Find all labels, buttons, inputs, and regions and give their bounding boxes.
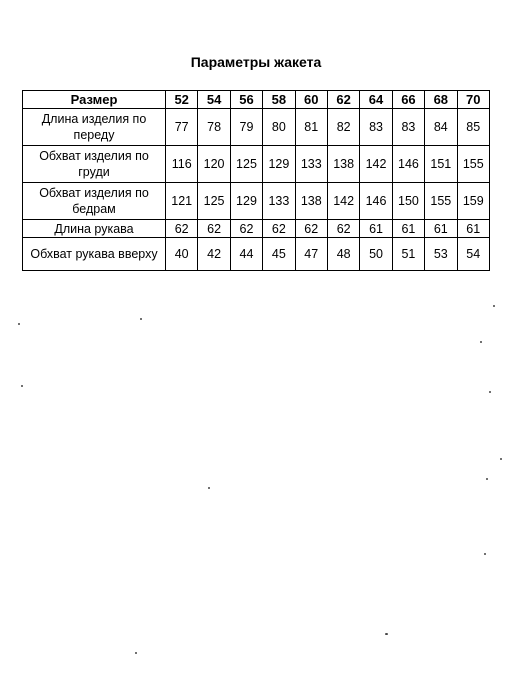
table-cell: 62 [230, 220, 262, 238]
table-cell: 62 [327, 220, 359, 238]
table-cell: 61 [392, 220, 424, 238]
table-cell: 62 [263, 220, 295, 238]
size-56: 56 [230, 91, 262, 109]
table-cell: 62 [166, 220, 198, 238]
table-cell: 83 [360, 109, 392, 146]
table-cell: 129 [230, 183, 262, 220]
table-cell: 50 [360, 238, 392, 271]
row-label: Обхват изделия по груди [23, 146, 166, 183]
table-cell: 47 [295, 238, 327, 271]
table-cell: 82 [327, 109, 359, 146]
table-cell: 54 [457, 238, 489, 271]
table-cell: 125 [230, 146, 262, 183]
table-cell: 85 [457, 109, 489, 146]
table-cell: 62 [198, 220, 230, 238]
scan-speck [385, 633, 388, 635]
table-cell: 45 [263, 238, 295, 271]
scan-speck [21, 385, 23, 387]
table-cell: 155 [457, 146, 489, 183]
table-cell: 42 [198, 238, 230, 271]
size-52: 52 [166, 91, 198, 109]
table-cell: 81 [295, 109, 327, 146]
size-54: 54 [198, 91, 230, 109]
row-label: Длина изделия по переду [23, 109, 166, 146]
table-cell: 48 [327, 238, 359, 271]
table-cell: 61 [457, 220, 489, 238]
table-cell: 80 [263, 109, 295, 146]
table-cell: 159 [457, 183, 489, 220]
size-table [22, 90, 490, 271]
table-cell: 133 [295, 146, 327, 183]
table-cell: 116 [166, 146, 198, 183]
row-label: Обхват изделия по бедрам [23, 183, 166, 220]
row-label: Длина рукава [23, 220, 166, 238]
table-cell: 146 [360, 183, 392, 220]
table-cell: 146 [392, 146, 424, 183]
scan-speck [489, 391, 491, 393]
table-cell: 151 [425, 146, 457, 183]
table-cell: 142 [360, 146, 392, 183]
scan-speck [140, 318, 142, 320]
table-cell: 138 [327, 146, 359, 183]
table-row [23, 146, 490, 183]
table-cell: 84 [425, 109, 457, 146]
row-label: Обхват рукава вверху [23, 238, 166, 271]
table-row [23, 183, 490, 220]
table-cell: 142 [327, 183, 359, 220]
table-cell: 150 [392, 183, 424, 220]
scan-speck [135, 652, 137, 654]
header-label: Размер [23, 91, 166, 109]
table-row [23, 220, 490, 238]
scan-speck [480, 341, 482, 343]
size-66: 66 [392, 91, 424, 109]
table-row [23, 238, 490, 271]
table-cell: 79 [230, 109, 262, 146]
table-row [23, 109, 490, 146]
size-62: 62 [327, 91, 359, 109]
scan-speck [18, 323, 20, 325]
table-cell: 61 [360, 220, 392, 238]
size-68: 68 [425, 91, 457, 109]
table-cell: 61 [425, 220, 457, 238]
table-cell: 40 [166, 238, 198, 271]
table-cell: 51 [392, 238, 424, 271]
size-60: 60 [295, 91, 327, 109]
scan-speck [208, 487, 210, 489]
table-cell: 120 [198, 146, 230, 183]
scan-speck [493, 305, 495, 307]
header-row [23, 91, 490, 109]
table-cell: 125 [198, 183, 230, 220]
table-cell: 83 [392, 109, 424, 146]
table-cell: 121 [166, 183, 198, 220]
table-cell: 155 [425, 183, 457, 220]
scan-speck [500, 458, 502, 460]
table-cell: 53 [425, 238, 457, 271]
table-cell: 62 [295, 220, 327, 238]
page-title: Параметры жакета [190, 54, 322, 70]
size-58: 58 [263, 91, 295, 109]
table-cell: 129 [263, 146, 295, 183]
size-64: 64 [360, 91, 392, 109]
table-cell: 133 [263, 183, 295, 220]
size-70: 70 [457, 91, 489, 109]
table-cell: 44 [230, 238, 262, 271]
scan-speck [486, 478, 488, 480]
table-cell: 78 [198, 109, 230, 146]
scan-speck [484, 553, 486, 555]
table-cell: 77 [166, 109, 198, 146]
table-cell: 138 [295, 183, 327, 220]
